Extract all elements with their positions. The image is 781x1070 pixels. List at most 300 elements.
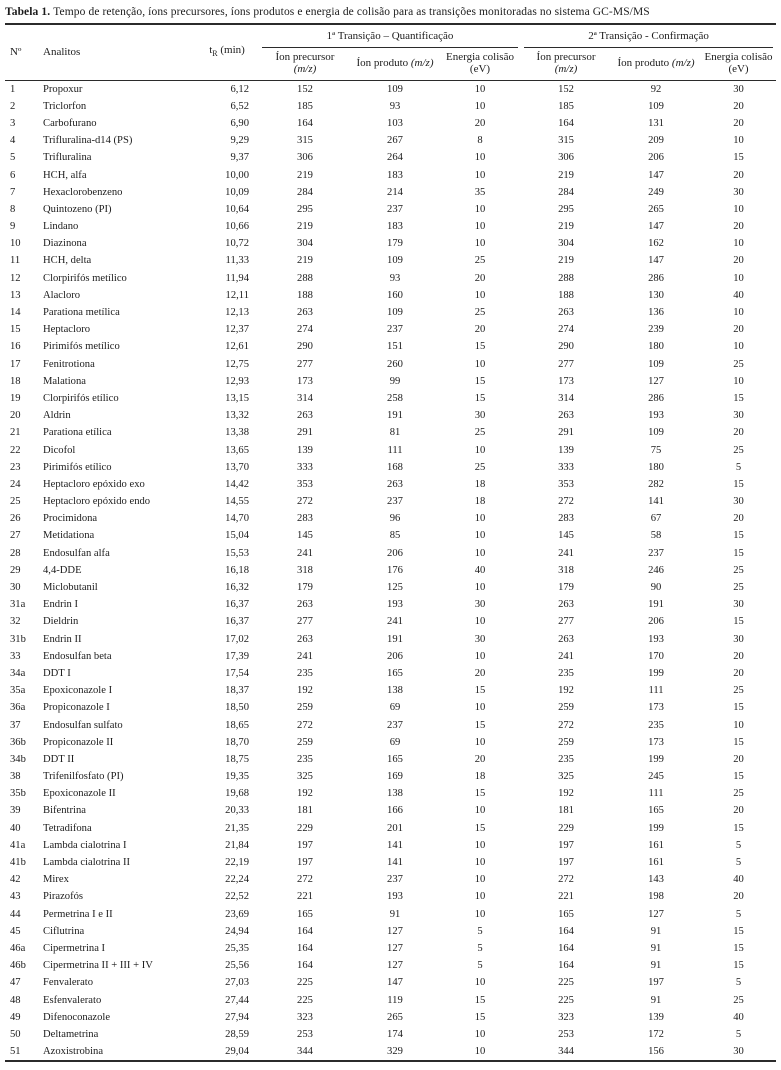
c-product-ion-cell: 127 bbox=[648, 375, 664, 387]
retention-time-cell: 29,04 bbox=[225, 1046, 249, 1058]
c-product-ion-cell: 91 bbox=[650, 925, 662, 937]
product-label: Íon produto bbox=[617, 56, 670, 69]
analyte-name-cell: Parationa metílica bbox=[43, 307, 120, 319]
col-header-number: Nº bbox=[5, 24, 33, 80]
table-row bbox=[5, 562, 776, 579]
row-number-cell: 10 bbox=[10, 238, 21, 250]
q-product-ion-cell: 241 bbox=[387, 616, 403, 628]
c-precursor-ion-cell: 219 bbox=[558, 221, 574, 233]
retention-time-cell: 27,94 bbox=[225, 1011, 249, 1023]
retention-time-cell: 11,33 bbox=[225, 255, 249, 267]
q-precursor-ion-cell: 235 bbox=[297, 667, 313, 679]
retention-time-cell: 12,11 bbox=[225, 289, 249, 301]
c-collision-energy-cell: 15 bbox=[733, 960, 744, 972]
c-collision-energy-cell: 15 bbox=[733, 736, 744, 748]
table-header bbox=[5, 24, 776, 80]
group-header-quantification bbox=[259, 24, 521, 48]
row-number-cell: 5 bbox=[10, 152, 16, 164]
table-row bbox=[5, 493, 776, 510]
analyte-name-cell: Esfenvalerato bbox=[43, 994, 102, 1006]
q-product-ion-cell: 99 bbox=[389, 375, 401, 387]
q-precursor-ion-cell: 197 bbox=[297, 857, 313, 869]
row-number-cell: 40 bbox=[10, 822, 21, 834]
table-row bbox=[5, 270, 776, 287]
q-product-ion-cell: 179 bbox=[387, 238, 403, 250]
c-collision-energy-cell: 25 bbox=[733, 788, 744, 800]
row-number-cell: 35b bbox=[10, 788, 26, 800]
table-row bbox=[5, 734, 776, 751]
c-collision-energy-cell: 10 bbox=[733, 238, 744, 250]
retention-time-cell: 15,04 bbox=[225, 530, 249, 542]
table-row bbox=[5, 1026, 776, 1043]
c-product-ion-cell: 143 bbox=[648, 874, 664, 886]
retention-time-cell: 13,70 bbox=[225, 461, 249, 473]
analyte-name-cell: Tetradifona bbox=[43, 822, 92, 834]
q-product-ion-cell: 125 bbox=[387, 582, 403, 594]
retention-time-cell: 20,33 bbox=[225, 805, 249, 817]
q-collision-energy-cell: 30 bbox=[474, 633, 486, 645]
c-product-ion-cell: 265 bbox=[648, 203, 664, 215]
retention-time-cell: 27,03 bbox=[225, 977, 249, 989]
q-precursor-ion-cell: 306 bbox=[297, 152, 313, 164]
q-precursor-ion-cell: 152 bbox=[297, 83, 313, 95]
row-number-cell: 31a bbox=[10, 599, 26, 611]
row-number-cell: 29 bbox=[10, 564, 21, 576]
retention-time-cell: 15,53 bbox=[225, 547, 249, 559]
q-product-ion-cell: 183 bbox=[387, 221, 403, 233]
row-number-cell: 20 bbox=[10, 410, 21, 422]
q-precursor-ion-cell: 185 bbox=[297, 100, 313, 112]
q-precursor-ion-cell: 219 bbox=[297, 169, 313, 181]
c-product-ion-cell: 209 bbox=[648, 135, 664, 147]
c-precursor-ion-cell: 323 bbox=[558, 1011, 574, 1023]
table-row bbox=[5, 390, 776, 407]
q-precursor-ion-cell: 197 bbox=[297, 839, 313, 851]
table-row bbox=[5, 768, 776, 785]
table-row bbox=[5, 441, 776, 458]
q-collision-energy-cell: 30 bbox=[474, 599, 486, 611]
q-precursor-ion-cell: 164 bbox=[297, 925, 313, 937]
c-product-ion-cell: 91 bbox=[650, 942, 662, 954]
c-precursor-ion-cell: 259 bbox=[558, 702, 574, 714]
analyte-name-cell: Pirimifós etílico bbox=[43, 461, 112, 473]
table-row bbox=[5, 837, 776, 854]
analyte-name-cell: Miclobutanil bbox=[43, 582, 98, 594]
table-row bbox=[5, 802, 776, 819]
q-collision-energy-cell: 10 bbox=[474, 702, 486, 714]
q-precursor-ion-cell: 181 bbox=[297, 805, 313, 817]
c-product-ion-cell: 180 bbox=[648, 461, 664, 473]
c-collision-energy-cell: 15 bbox=[733, 702, 744, 714]
q-product-ion-cell: 111 bbox=[387, 444, 403, 456]
precursor-label: Íon precursor bbox=[275, 50, 335, 63]
q-product-ion-cell: 138 bbox=[387, 788, 403, 800]
q-collision-energy-cell: 15 bbox=[474, 392, 486, 404]
retention-time-cell: 13,15 bbox=[225, 392, 249, 404]
q-collision-energy-cell: 5 bbox=[477, 942, 483, 954]
q-product-ion-cell: 183 bbox=[387, 169, 403, 181]
c-collision-energy-cell: 20 bbox=[733, 117, 744, 129]
row-number-cell: 16 bbox=[10, 341, 21, 353]
c-product-ion-cell: 139 bbox=[648, 1011, 664, 1023]
q-collision-energy-cell: 5 bbox=[477, 960, 483, 972]
q-precursor-ion-cell: 241 bbox=[297, 547, 313, 559]
retention-time-cell: 21,35 bbox=[225, 822, 249, 834]
c-collision-energy-cell: 30 bbox=[733, 633, 744, 645]
c-collision-energy-cell: 20 bbox=[733, 255, 744, 267]
retention-time-cell: 17,54 bbox=[225, 667, 249, 679]
group-header-row bbox=[5, 24, 776, 48]
table-row bbox=[5, 648, 776, 665]
analyte-name-cell: Ciflutrina bbox=[43, 925, 85, 937]
table-row bbox=[5, 149, 776, 166]
c-collision-energy-cell: 10 bbox=[733, 272, 744, 284]
q-product-ion-cell: 93 bbox=[389, 100, 401, 112]
table-row bbox=[5, 699, 776, 716]
table-row bbox=[5, 820, 776, 837]
q-product-ion-cell: 96 bbox=[389, 513, 401, 525]
c-precursor-ion-cell: 241 bbox=[558, 650, 574, 662]
c-product-ion-cell: 156 bbox=[648, 1046, 664, 1058]
table-row bbox=[5, 98, 776, 115]
c-precursor-ion-cell: 185 bbox=[558, 100, 574, 112]
analyte-name-cell: Heptacloro epóxido exo bbox=[43, 478, 145, 490]
analyte-name-cell: Fenitrotiona bbox=[43, 358, 95, 370]
c-product-ion-cell: 131 bbox=[648, 117, 664, 129]
analyte-name-cell: Propoxur bbox=[43, 83, 83, 95]
q-precursor-ion-cell: 139 bbox=[297, 444, 313, 456]
q-product-ion-cell: 160 bbox=[387, 289, 403, 301]
c-product-ion-cell: 206 bbox=[648, 616, 664, 628]
retention-time-cell: 13,38 bbox=[225, 427, 249, 439]
c-precursor-ion-cell: 274 bbox=[558, 324, 574, 336]
row-number-cell: 4 bbox=[10, 135, 16, 147]
row-number-cell: 49 bbox=[10, 1011, 21, 1023]
c-collision-energy-cell: 20 bbox=[733, 513, 744, 525]
retention-time-cell: 14,55 bbox=[225, 496, 249, 508]
analyte-name-cell: Dicofol bbox=[43, 444, 76, 456]
row-number-cell: 3 bbox=[10, 117, 16, 129]
q-precursor-ion-cell: 291 bbox=[297, 427, 313, 439]
table-body bbox=[5, 80, 776, 1061]
col-header-c-precursor-ion bbox=[521, 48, 611, 81]
analyte-name-cell: Propiconazole II bbox=[43, 736, 114, 748]
retention-time-cell: 6,12 bbox=[230, 83, 249, 95]
retention-time-cell: 16,37 bbox=[225, 599, 249, 611]
q-precursor-ion-cell: 283 bbox=[297, 513, 313, 525]
q-product-ion-cell: 147 bbox=[387, 977, 403, 989]
c-precursor-ion-cell: 225 bbox=[558, 977, 574, 989]
c-collision-energy-cell: 25 bbox=[733, 444, 744, 456]
c-collision-energy-cell: 20 bbox=[733, 100, 744, 112]
retention-time-cell: 19,35 bbox=[225, 771, 249, 783]
table-row bbox=[5, 751, 776, 768]
c-product-ion-cell: 191 bbox=[648, 599, 664, 611]
q-precursor-ion-cell: 274 bbox=[297, 324, 313, 336]
c-product-ion-cell: 161 bbox=[648, 839, 664, 851]
retention-time-cell: 28,59 bbox=[225, 1028, 249, 1040]
c-precursor-ion-cell: 181 bbox=[558, 805, 574, 817]
mz-label: (m/z) bbox=[410, 56, 434, 69]
c-collision-energy-cell: 10 bbox=[733, 719, 744, 731]
c-collision-energy-cell: 10 bbox=[733, 203, 744, 215]
row-number-cell: 41a bbox=[10, 839, 26, 851]
table-row bbox=[5, 665, 776, 682]
q-product-ion-cell: 168 bbox=[387, 461, 403, 473]
q-collision-energy-cell: 8 bbox=[477, 135, 483, 147]
table-row bbox=[5, 373, 776, 390]
c-collision-energy-cell: 30 bbox=[733, 496, 744, 508]
q-precursor-ion-cell: 263 bbox=[297, 307, 313, 319]
q-product-ion-cell: 206 bbox=[387, 650, 403, 662]
row-number-cell: 15 bbox=[10, 324, 21, 336]
analyte-name-cell: Aldrin bbox=[43, 410, 71, 422]
analyte-name-cell: HCH, alfa bbox=[43, 169, 87, 181]
c-collision-energy-cell: 20 bbox=[733, 221, 744, 233]
c-collision-energy-cell: 5 bbox=[735, 977, 742, 989]
c-product-ion-cell: 147 bbox=[648, 169, 664, 181]
q-collision-energy-cell: 15 bbox=[474, 1011, 486, 1023]
q-collision-energy-cell: 20 bbox=[474, 753, 486, 765]
c-precursor-ion-cell: 318 bbox=[558, 564, 574, 576]
table-row bbox=[5, 459, 776, 476]
table-row bbox=[5, 1009, 776, 1026]
table-row bbox=[5, 304, 776, 321]
retention-time-cell: 11,94 bbox=[225, 272, 249, 284]
precursor-label: Íon precursor bbox=[536, 50, 596, 63]
row-number-cell: 28 bbox=[10, 547, 21, 559]
retention-time-cell: 10,00 bbox=[225, 169, 249, 181]
analyte-name-cell: Cipermetrina II + III + IV bbox=[43, 960, 153, 972]
q-product-ion-cell: 109 bbox=[387, 307, 403, 319]
analyte-name-cell: Difenoconazole bbox=[43, 1011, 111, 1023]
row-number-cell: 11 bbox=[10, 255, 21, 267]
c-collision-energy-cell: 20 bbox=[733, 667, 744, 679]
analyte-name-cell: Pirazofós bbox=[43, 891, 84, 903]
retention-time-cell: 12,61 bbox=[225, 341, 249, 353]
q-precursor-ion-cell: 353 bbox=[297, 478, 313, 490]
c-collision-energy-cell: 15 bbox=[733, 478, 744, 490]
retention-time-cell: 14,70 bbox=[225, 513, 249, 525]
table-row bbox=[5, 424, 776, 441]
analyte-name-cell: Mirex bbox=[43, 874, 69, 886]
col-header-c-collision-energy bbox=[701, 48, 776, 81]
row-number-cell: 50 bbox=[10, 1028, 21, 1040]
c-precursor-ion-cell: 219 bbox=[558, 169, 574, 181]
retention-time-cell: 10,72 bbox=[225, 238, 249, 250]
table-caption bbox=[0, 0, 781, 23]
q-product-ion-cell: 127 bbox=[387, 960, 403, 972]
c-precursor-ion-cell: 221 bbox=[558, 891, 574, 903]
q-product-ion-cell: 263 bbox=[387, 478, 403, 490]
c-collision-energy-cell: 20 bbox=[733, 650, 744, 662]
q-precursor-ion-cell: 277 bbox=[297, 616, 313, 628]
q-product-ion-cell: 103 bbox=[387, 117, 403, 129]
q-product-ion-cell: 193 bbox=[387, 599, 403, 611]
analyte-name-cell: Clorpirifós etílico bbox=[43, 392, 119, 404]
tr-symbol: t bbox=[209, 43, 213, 56]
retention-time-cell: 13,65 bbox=[225, 444, 249, 456]
q-collision-energy-cell: 10 bbox=[474, 169, 486, 181]
c-precursor-ion-cell: 353 bbox=[558, 478, 574, 490]
analyte-name-cell: Pirimifós metílico bbox=[43, 341, 120, 353]
table-row bbox=[5, 338, 776, 355]
c-product-ion-cell: 91 bbox=[650, 994, 662, 1006]
analyte-name-cell: Trifenilfosfato (PI) bbox=[43, 771, 124, 783]
c-product-ion-cell: 286 bbox=[648, 392, 664, 404]
c-precursor-ion-cell: 344 bbox=[558, 1046, 574, 1058]
q-collision-energy-cell: 5 bbox=[477, 925, 483, 937]
retention-time-cell: 12,93 bbox=[225, 375, 249, 387]
c-precursor-ion-cell: 253 bbox=[558, 1028, 574, 1040]
c-precursor-ion-cell: 188 bbox=[558, 289, 574, 301]
c-collision-energy-cell: 40 bbox=[733, 874, 744, 886]
row-number-cell: 18 bbox=[10, 375, 21, 387]
q-collision-energy-cell: 10 bbox=[474, 616, 486, 628]
row-number-cell: 36a bbox=[10, 702, 26, 714]
analyte-name-cell: Azoxistrobina bbox=[43, 1046, 104, 1058]
col-header-retention-time bbox=[201, 24, 259, 80]
retention-time-cell: 18,37 bbox=[225, 685, 249, 697]
table-row bbox=[5, 476, 776, 493]
q-product-ion-cell: 165 bbox=[387, 753, 403, 765]
table-row bbox=[5, 871, 776, 888]
col-header-q-precursor-ion bbox=[259, 48, 351, 81]
row-number-cell: 31b bbox=[10, 633, 26, 645]
c-precursor-ion-cell: 164 bbox=[558, 942, 574, 954]
table-row bbox=[5, 356, 776, 373]
c-precursor-ion-cell: 164 bbox=[558, 117, 574, 129]
q-precursor-ion-cell: 219 bbox=[297, 255, 313, 267]
table-row bbox=[5, 80, 776, 98]
table-row bbox=[5, 991, 776, 1008]
c-collision-energy-cell: 40 bbox=[733, 289, 744, 301]
row-number-cell: 1 bbox=[10, 83, 16, 95]
row-number-cell: 48 bbox=[10, 994, 21, 1006]
row-number-cell: 35a bbox=[10, 685, 26, 697]
q-precursor-ion-cell: 290 bbox=[297, 341, 313, 353]
c-precursor-ion-cell: 241 bbox=[558, 547, 574, 559]
q-product-ion-cell: 237 bbox=[387, 203, 403, 215]
c-collision-energy-cell: 15 bbox=[733, 616, 744, 628]
q-collision-energy-cell: 10 bbox=[474, 857, 486, 869]
q-product-ion-cell: 69 bbox=[389, 702, 401, 714]
c-product-ion-cell: 92 bbox=[650, 83, 662, 95]
table-row bbox=[5, 888, 776, 905]
q-product-ion-cell: 265 bbox=[387, 1011, 403, 1023]
q-collision-energy-cell: 20 bbox=[474, 117, 486, 129]
c-collision-energy-cell: 40 bbox=[733, 1011, 744, 1023]
q-precursor-ion-cell: 221 bbox=[297, 891, 313, 903]
q-precursor-ion-cell: 344 bbox=[297, 1046, 313, 1058]
q-collision-energy-cell: 10 bbox=[474, 839, 486, 851]
q-precursor-ion-cell: 323 bbox=[297, 1011, 313, 1023]
q-product-ion-cell: 191 bbox=[387, 633, 403, 645]
c-product-ion-cell: 91 bbox=[650, 960, 662, 972]
c-collision-energy-cell: 15 bbox=[733, 771, 744, 783]
q-collision-energy-cell: 10 bbox=[474, 874, 486, 886]
row-number-cell: 47 bbox=[10, 977, 21, 989]
q-precursor-ion-cell: 164 bbox=[297, 942, 313, 954]
c-precursor-ion-cell: 173 bbox=[558, 375, 574, 387]
c-precursor-ion-cell: 290 bbox=[558, 341, 574, 353]
table-caption-text: Tempo de retenção, íons precursores, íons produtos e energia de colisão para as transições monitoradas no sistema GC-MS/MS bbox=[53, 6, 650, 18]
c-product-ion-cell: 239 bbox=[648, 324, 664, 336]
table-row bbox=[5, 974, 776, 991]
retention-time-cell: 18,65 bbox=[225, 719, 249, 731]
q-precursor-ion-cell: 188 bbox=[297, 289, 313, 301]
c-collision-energy-cell: 30 bbox=[733, 599, 744, 611]
row-number-cell: 38 bbox=[10, 771, 21, 783]
q-product-ion-cell: 237 bbox=[387, 496, 403, 508]
table-row bbox=[5, 906, 776, 923]
c-product-ion-cell: 58 bbox=[650, 530, 662, 542]
analyte-name-cell: Lambda cialotrina II bbox=[43, 857, 131, 869]
c-collision-energy-cell: 25 bbox=[733, 564, 744, 576]
retention-time-cell: 27,44 bbox=[225, 994, 249, 1006]
c-precursor-ion-cell: 197 bbox=[558, 857, 574, 869]
q-collision-energy-cell: 10 bbox=[474, 100, 486, 112]
q-collision-energy-cell: 40 bbox=[474, 564, 486, 576]
c-collision-energy-cell: 20 bbox=[733, 753, 744, 765]
c-collision-energy-cell: 5 bbox=[735, 857, 742, 869]
q-precursor-ion-cell: 314 bbox=[297, 392, 313, 404]
data-table bbox=[5, 23, 776, 1062]
c-product-ion-cell: 147 bbox=[648, 255, 664, 267]
row-number-cell: 41b bbox=[10, 857, 26, 869]
q-collision-energy-cell: 10 bbox=[474, 358, 486, 370]
q-collision-energy-cell: 15 bbox=[474, 719, 486, 731]
c-precursor-ion-cell: 288 bbox=[558, 272, 574, 284]
q-precursor-ion-cell: 192 bbox=[297, 788, 313, 800]
table-row bbox=[5, 132, 776, 149]
q-collision-energy-cell: 10 bbox=[474, 83, 486, 95]
row-number-cell: 30 bbox=[10, 582, 21, 594]
retention-time-cell: 18,70 bbox=[225, 736, 249, 748]
q-precursor-ion-cell: 315 bbox=[297, 135, 313, 147]
c-product-ion-cell: 197 bbox=[648, 977, 664, 989]
row-number-cell: 32 bbox=[10, 616, 21, 628]
c-collision-energy-cell: 30 bbox=[733, 410, 744, 422]
ev-label: (eV) bbox=[728, 63, 749, 75]
c-collision-energy-cell: 15 bbox=[733, 547, 744, 559]
c-precursor-ion-cell: 192 bbox=[558, 685, 574, 697]
analyte-name-cell: Permetrina I e II bbox=[43, 908, 113, 920]
q-precursor-ion-cell: 164 bbox=[297, 117, 313, 129]
analyte-name-cell: Epoxiconazole I bbox=[43, 685, 113, 697]
c-product-ion-cell: 109 bbox=[648, 100, 664, 112]
q-product-ion-cell: 151 bbox=[387, 341, 403, 353]
c-collision-energy-cell: 15 bbox=[733, 925, 744, 937]
c-precursor-ion-cell: 277 bbox=[558, 358, 574, 370]
q-collision-energy-cell: 30 bbox=[474, 410, 486, 422]
q-product-ion-cell: 329 bbox=[387, 1046, 403, 1058]
c-collision-energy-cell: 20 bbox=[733, 169, 744, 181]
q-precursor-ion-cell: 284 bbox=[297, 186, 313, 198]
analyte-name-cell: Propiconazole I bbox=[43, 702, 110, 714]
c-collision-energy-cell: 10 bbox=[733, 341, 744, 353]
q-product-ion-cell: 165 bbox=[387, 667, 403, 679]
q-product-ion-cell: 141 bbox=[387, 857, 403, 869]
c-product-ion-cell: 193 bbox=[648, 633, 664, 645]
q-collision-energy-cell: 35 bbox=[474, 186, 486, 198]
analyte-name-cell: Trifluralina-d14 (PS) bbox=[43, 135, 133, 147]
q-collision-energy-cell: 18 bbox=[474, 771, 486, 783]
q-precursor-ion-cell: 272 bbox=[297, 496, 313, 508]
c-precursor-ion-cell: 315 bbox=[558, 135, 574, 147]
analyte-name-cell: HCH, delta bbox=[43, 255, 92, 267]
c-product-ion-cell: 172 bbox=[648, 1028, 664, 1040]
